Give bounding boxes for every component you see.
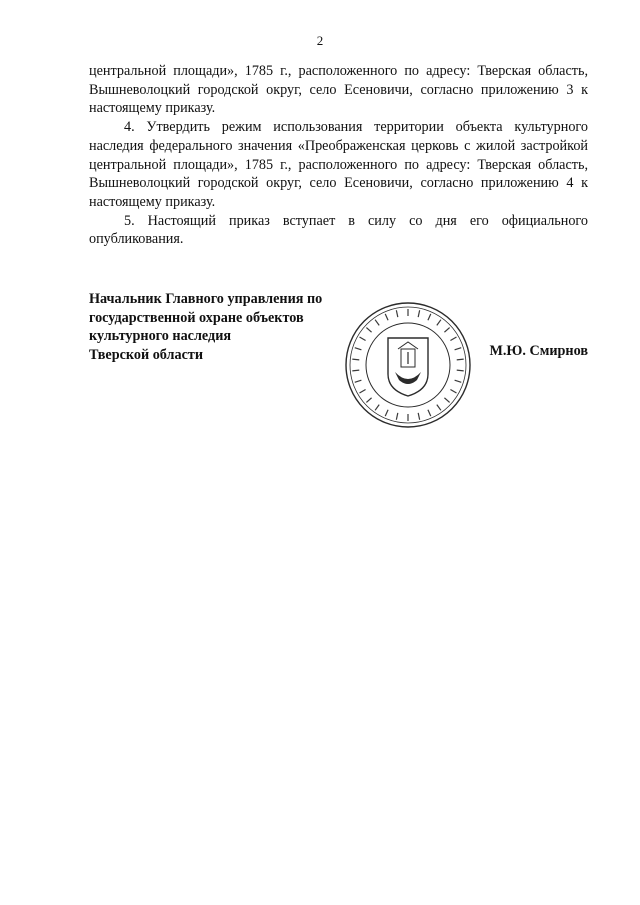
signer-title-line: Начальник Главного управления по [89,291,323,307]
page-number: 2 [316,33,324,48]
signer-name: М.Ю. Смирнов [489,343,588,359]
signer-title-line: Тверской области [89,347,204,364]
signer-title-line: культурного наследия [89,328,232,345]
paragraph-continuation: центральной площади», 1785 г., расположенного по адресу: Тверская область, Вышневолоцкий городской округ, село Есеновичи, согласно приложению 3 к настоящему приказу. [89,63,588,117]
official-seal [343,300,473,430]
document-body [89,62,588,249]
paragraph-item-4: 4. Утвердить режим использования территории объекта культурного наследия федерального значения «Преображенская церковь с жилой застройкой центральной площади», 1785 г., расположенного по адресу: Тверская область, Вышневолоцкий городской округ, село Есеновичи, согласно приложению 4 к настоящему приказу. [89,119,588,210]
signer-title-line: государственной охране объектов [89,309,304,326]
paragraph-item-5: 5. Настоящий приказ вступает в силу со дня его официального опубликования. [89,212,588,248]
